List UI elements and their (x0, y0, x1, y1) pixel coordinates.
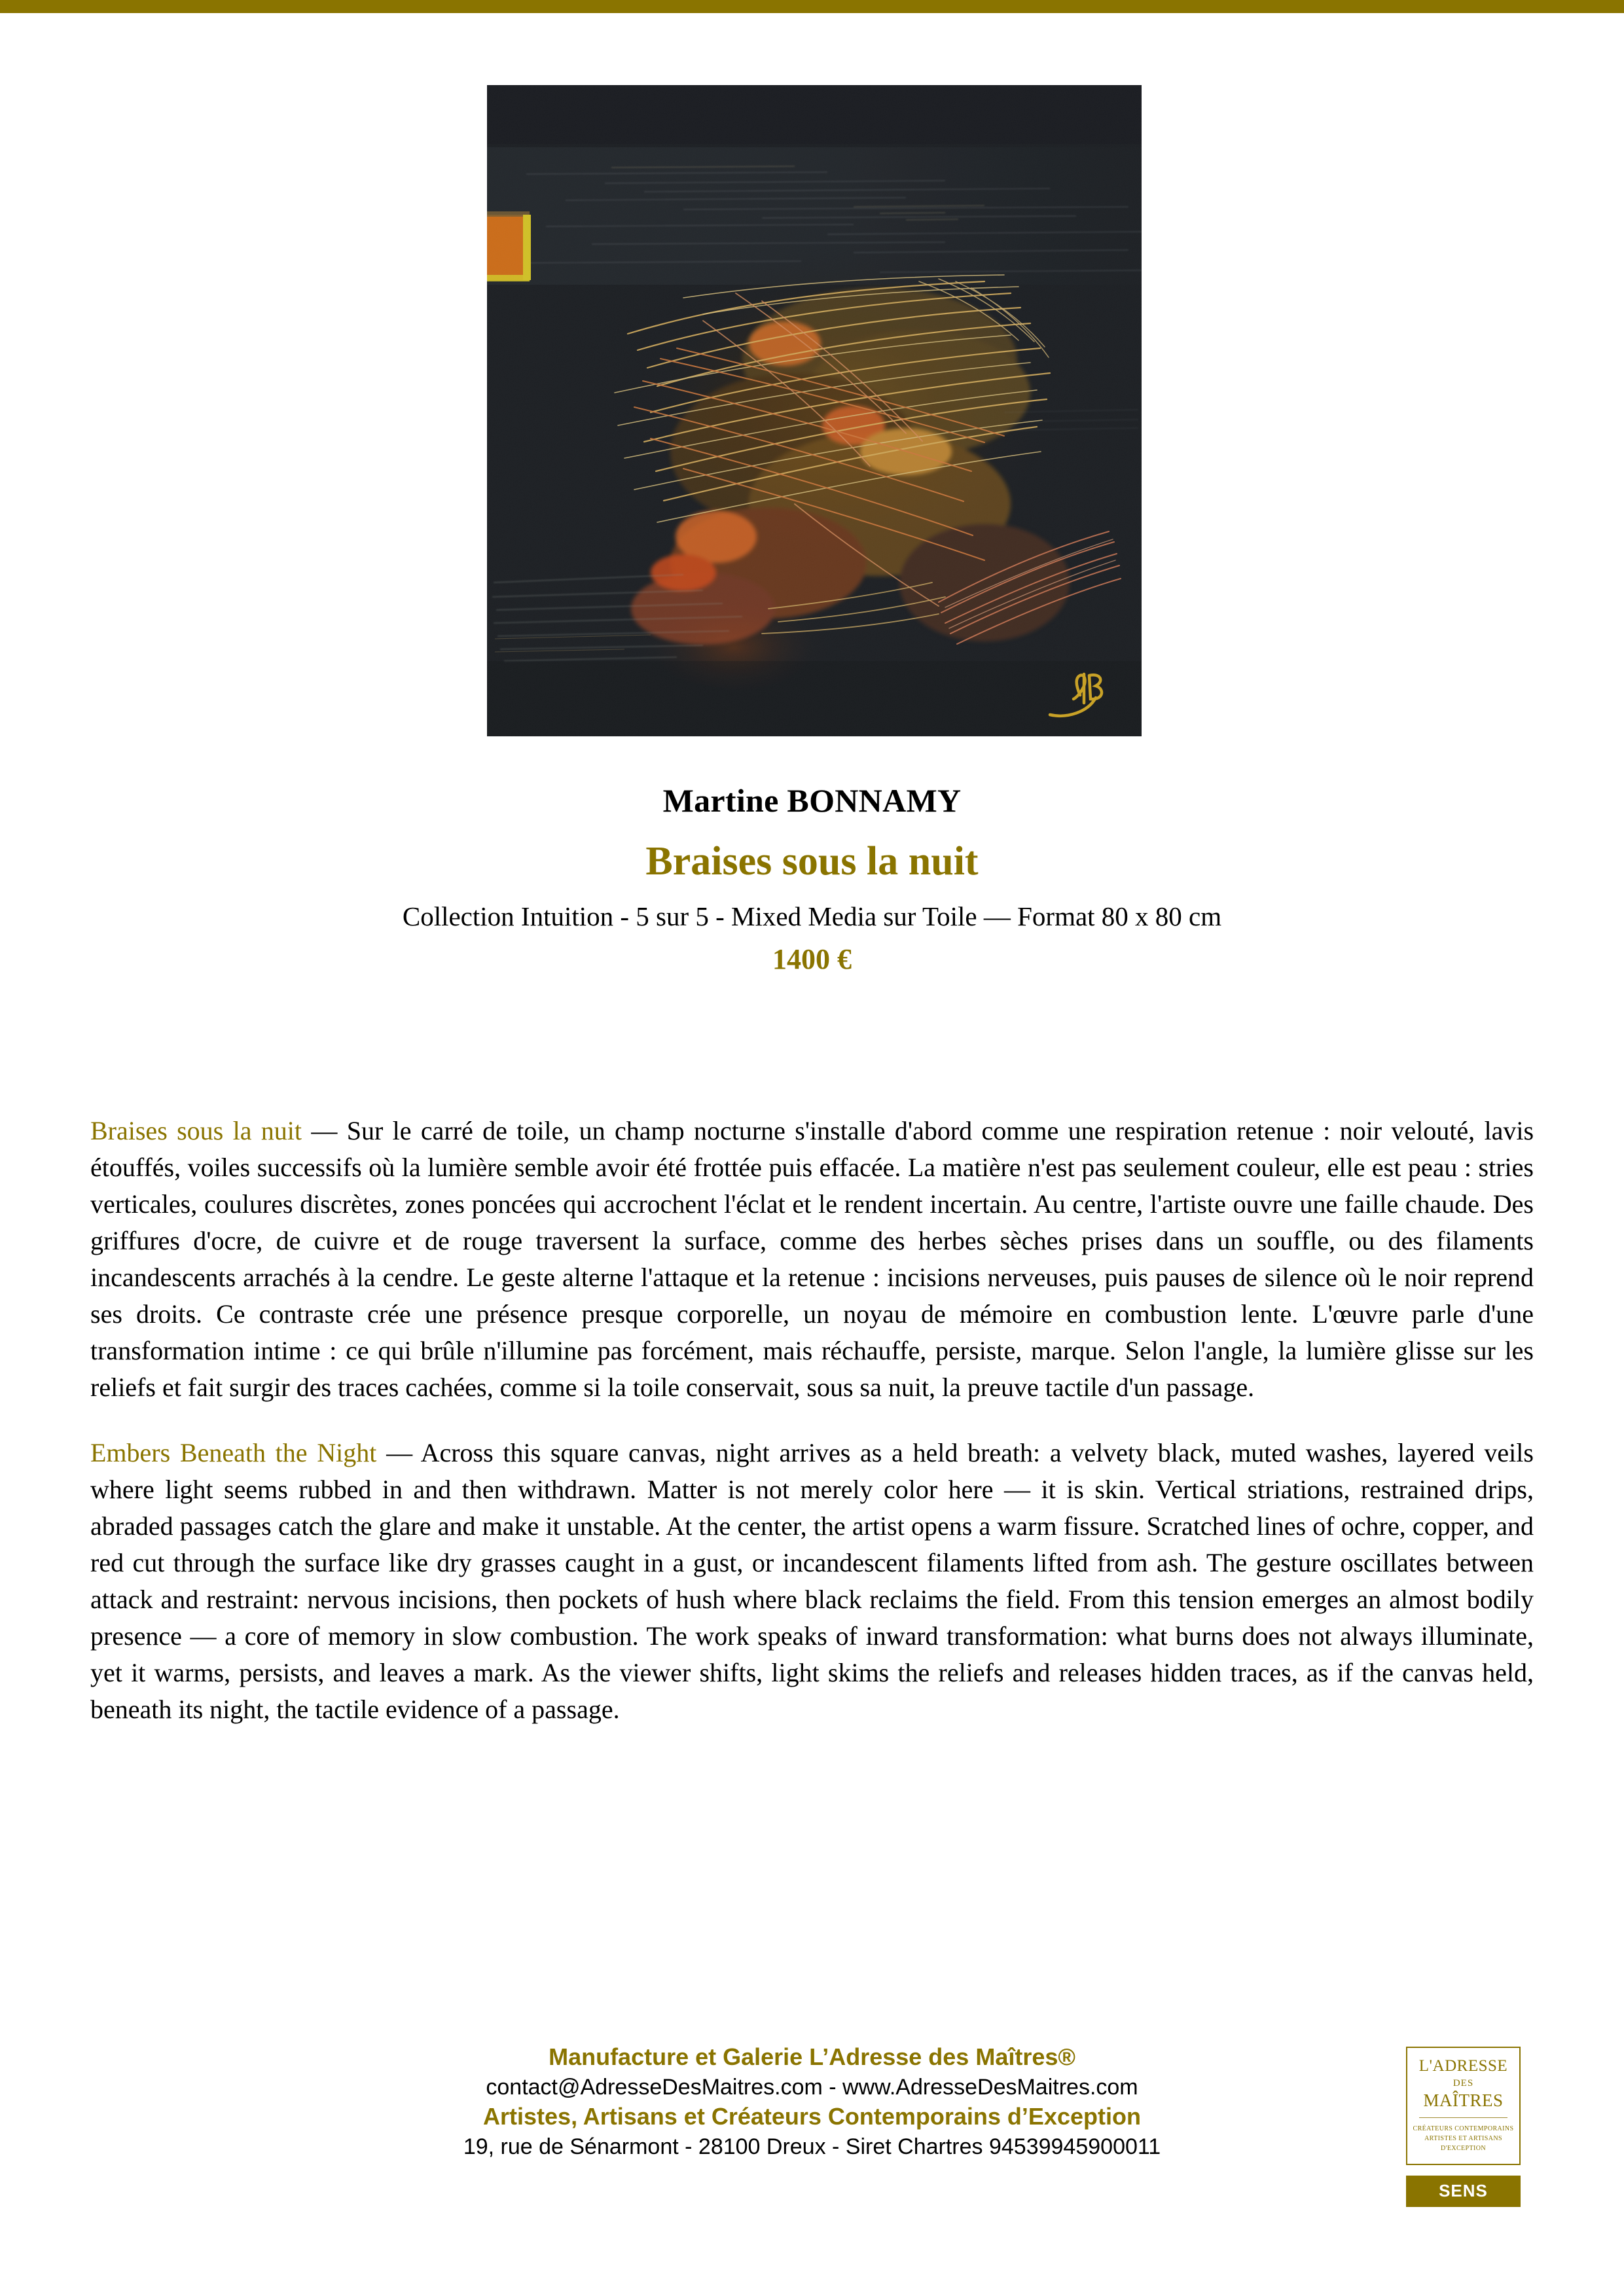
footer-contact-line[interactable]: contact@AdresseDesMaitres.com - www.AdresseDesMaitres.com (486, 2074, 1138, 2100)
artist-name: Martine BONNAMY (662, 782, 962, 819)
sens-badge: SENS (1406, 2176, 1521, 2207)
logo-sub-line-3: D'EXCEPTION (1441, 2145, 1486, 2153)
description-separator-en: — (376, 1438, 421, 1467)
description-paragraph-en (90, 1435, 1534, 1728)
description-text-en: Across this square canvas, night arrives as a held breath: a velvety black, muted washes, layered veils where light seems rubbed in and then withdrawn. Matter is not merely color here — it is skin. Vertical striations, restrained drips, abraded passages catch the glare and make it unstable. At the center, the artist opens a warm fissure. Scratched lines of ochre, copper, and red cut through the surface like dry grasses caught in a gust, or incandescent filaments lifted from ash. The gesture oscillates between attack and restraint: nervous incisions, then pockets of hush where black reclaims the field. From this tension emerges an almost bodily presence — a core of memory in slow combustion. The work speaks of inward transformation: what burns does not always illuminate, yet it warms, persists, and leaves a mark. As the viewer shifts, light skims the reliefs and releases hidden traces, as if the canvas held, beneath its night, the tactile evidence of a passage. (90, 1438, 1534, 1724)
work-title: Braises sous la nuit (645, 838, 979, 884)
logo-line-adresse: L'ADRESSE (1418, 2057, 1508, 2075)
title-block (0, 782, 1624, 977)
footer-company-name: Manufacture et Galerie L’Adresse des Maîtres® (549, 2043, 1075, 2070)
logo-line-des: DES (1453, 2077, 1474, 2089)
top-gold-bar (0, 0, 1624, 13)
footer-tagline: Artistes, Artisans et Créateurs Contemporains d’Exception (483, 2102, 1141, 2130)
description-lead-in-fr: Braises sous la nuit (90, 1116, 302, 1145)
work-meta: Collection Intuition - 5 sur 5 - Mixed Media sur Toile — Format 80 x 80 cm (402, 901, 1222, 931)
description-paragraph-fr (90, 1113, 1534, 1406)
work-price: 1400 € (772, 943, 852, 976)
description-text-fr: Sur le carré de toile, un champ nocturne s'installe d'abord comme une respiration retenue : noir velouté, lavis étouffés, voiles successifs où la lumière semble avoir été frottée puis effacée. La matière n'est pas seulement couleur, elle est peau : stries verticales, coulures discrètes, zones poncées qui accrochent l'éclat et le rendent incertain. Au centre, l'artiste ouvre une faille chaude. Des griffures d'ocre, de cuivre et de rouge traversent la surface, comme des herbes sèches prises dans un souffle, ou des filaments incandescents arrachés à la cendre. Le geste alterne l'attaque et la retenue : incisions nerveuses, puis pauses de silence où le noir reprend ses droits. Ce contraste crée une présence presque corporelle, un noyau de mémoire en combustion lente. L'œuvre parle d'une transformation intime : ce qui brûle n'illumine pas forcément, mais réchauffe, persiste, marque. Selon l'angle, la lumière glisse sur les reliefs et fait surgir des traces cachées, comme si la toile conservait, sous sa nuit, la preuve tactile d'un passage. (90, 1116, 1534, 1402)
description-block (90, 1113, 1534, 1728)
logo-divider (1419, 2117, 1507, 2118)
description-lead-in-en: Embers Beneath the Night (90, 1438, 377, 1467)
footer-block (0, 2042, 1624, 2161)
logo-sub-line-1: CRÉATEURS CONTEMPORAINS (1413, 2125, 1514, 2133)
description-separator-fr: — (302, 1116, 347, 1145)
logo-sub-line-2: ARTISTES ET ARTISANS (1424, 2135, 1502, 2143)
footer-address-line: 19, rue de Sénarmont - 28100 Dreux - Siret Chartres 94539945900011 (463, 2134, 1161, 2159)
logo-card (1406, 2047, 1521, 2165)
gallery-logo (1406, 2047, 1521, 2207)
artwork-canvas (487, 85, 1142, 736)
artwork-image (487, 85, 1142, 736)
logo-line-maitres: MAÎTRES (1423, 2090, 1504, 2111)
